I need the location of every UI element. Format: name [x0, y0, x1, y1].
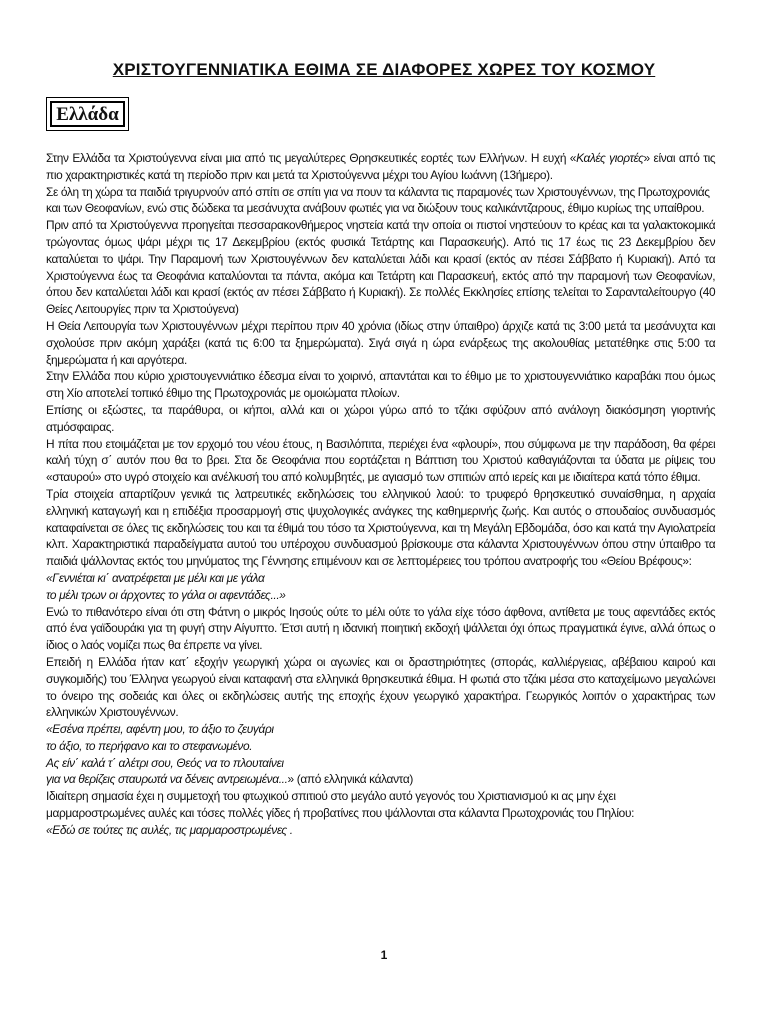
paragraph-2: Σε όλη τη χώρα τα παιδιά τριγυρνούν από σπίτι σε σπίτι για να πουν τα κάλαντα τις παραμονές των Χριστουγέννων, της Πρωτοχρονιάς και των Θεοφανίων, ενώ στις δώδεκα τα μεσάνυχτα ανάβουν φωτιές για να διώξουν τους καλικάντζαρους, έθιμο κυρίως της υπαίθρου.	[46, 184, 710, 216]
page-number: 1	[380, 948, 388, 962]
document-title: ΧΡΙΣΤΟΥΓΕΝΝΙΑΤΙΚΑ ΕΘΙΜΑ ΣΕ ΔΙΑΦΟΡΕΣ ΧΩΡΕΣ ΤΟΥ ΚΟΣΜΟΥ	[112, 60, 656, 79]
paragraph-5: Στην Ελλάδα που κύριο χριστουγεννιάτικο έδεσμα είναι το χοιρινό, απαντάται και το έθιμο με το χριστουγεννιάτικο καραβάκι που όμως στη Χίο αποτελεί τοπικό έθιμο της Πρωτοχρονιάς με ομοιώματα πλοίων.	[46, 369, 716, 401]
section-heading: Ελλάδα	[50, 101, 125, 127]
quote-line-with-source: για να θερίζεις σταυρωτά να δένεις αντρειωμένα...» (από ελληνικά κάλαντα)	[46, 772, 413, 787]
quote-line: το άξιο, το περήφανο και το στεφανωμένο.	[46, 738, 253, 753]
paragraph-3: Πριν από τα Χριστούγεννα προηγείται πεσσαρακονθήμερος νηστεία κατά την οποία οι πιστοί νηστεύουν το κρέας και τα γαλακτοκομικά τρώγοντας όμως ψάρι μέχρι τις 17 Δεκεμβρίου (εκτός φυσικά Τετάρτης και Παρασκευής). Από τις 17 έως τις 23 Δεκεμβρίου δεν καταλύεται το ψάρι. Την Παραμονή των Χριστουγέννων δεν καταλύεται λάδι και κρασί (εκτός αν πέσει Σάββατο ή Κυριακή). Από τα Χριστούγεννα έως τα Θεοφάνια καταλύονται τα πάντα, ακόμα και Τετάρτη και Παρασκευή, εκτός από την παραμονή των Θεοφανίων, όπου δεν καταλύεται λάδι και κρασί (εκτός αν πέσει Σάββατο ή Κυριακή). Σε πολλές Εκκλησίες επίσης τελείται το Σαρανταλείτουργο (40 Θείες Λειτουργίες πριν τα Χριστούγενα)	[46, 218, 716, 317]
paragraph-8: Τρία στοιχεία απαρτίζουν γενικά τις λατρευτικές εκδηλώσεις του ελληνικού λαού: το τρυφερό θρησκευτικό συναίσθημα, η αρχαία ελληνική καταγωγή και η επιδέξια προσαρμογή στις ψυχολογικές ανάγκες της καθημερινής ζωής. Και αυτός ο σπουδαίος συνδυασμός καταφαίνεται σε όλες τις εκδηλώσεις του και τα έθιμά του τόσο τα Χριστούγεννα, και τη Μεγάλη Εβδομάδα, όσο και κατά την Αγιολατρεία κλπ. Χαρακτηριστικά παραδείγματα αυτού του υπέροχου συνδυασμού βρίσκουμε στα κάλαντα Χριστουγέννων όπου στην ύπαιθρο τα παιδιά ψάλλοντας εκτός του μηνύματος της Γέννησης επιμένουν και σε λεπτομέρειες του τρόπου ανατροφής του «Θείου Βρέφους»:	[46, 486, 716, 569]
quote-line: Ας είν΄ καλά τ΄ αλέτρι σου, Θεός να το πλουταίνει	[46, 755, 284, 770]
document-body	[46, 150, 715, 839]
section-heading-box	[46, 97, 129, 131]
quote-line: «Γεννιέται κι΄ ανατρέφεται με μέλι και με γάλα	[46, 570, 265, 585]
paragraph-4: Η Θεία Λειτουργία των Χριστουγέννων μέχρι περίπου πριν 40 χρόνια (ιδίως στην ύπαιθρο) άρχιζε κατά τις 3:00 μετά τα μεσάνυχτα και σχολούσε πριν ακόμη χαράξει (κατά τις 6:00 τα ξημερώματα). Σιγά σιγά η ώρα ενάρξεως της ακολουθίας μετατέθηκε στις 5:00 τα ξημερώματα ή και αργότερα.	[46, 318, 716, 367]
paragraph-1: Στην Ελλάδα τα Χριστούγεννα είναι μια από τις μεγαλύτερες Θρησκευτικές εορτές των Ελλήνων. Η ευχή «Καλές γιορτές» είναι από τις πιο χαρακτηριστικές κατά τη περίοδο πριν και μετά τα Χριστούγεννα μέχρι του Αγίου Ιωάννη (13ήμερο).	[46, 151, 716, 182]
paragraph-11: Ιδιαίτερη σημασία έχει η συμμετοχή του φτωχικού σπιτιού στο μεγάλο αυτό γεγονός του Χριστιανισμού κι ας μην έχει μαρμαροστρωμένες αυλές και τόσες πολλές γίδες ή προβατίνες που ψάλλονται στα κάλαντα Πρωτοχρονιάς του Πηλίου:	[46, 789, 635, 821]
paragraph-10: Επειδή η Ελλάδα ήταν κατ΄ εξοχήν γεωργική χώρα οι αγωνίες και οι δραστηριότητες (σποράς, καλλιέργειας, αβέβαιου καιρού και συγκομιδής) του Έλληνα γεωργού είναι καταφανή στα ελληνικά θρησκευτικά έθιμα. Η φωτιά στο τζάκι μέσα στο καταχείμωνο μεγαλώνει το όνειρο της σοδειάς και όλες οι εκδηλώσεις αυτής της εποχής έχουν γεωργικό χαρακτήρα. Γεωργικός λοιπόν ο χαρακτήρας των ελληνικών Χριστουγέννων.	[46, 654, 716, 720]
paragraph-9: Ενώ το πιθανότερο είναι ότι στη Φάτνη ο μικρός Ιησούς ούτε το μέλι ούτε το γάλα είχε τόσο άφθονα, αντίθετα με τους αφεντάδες εκτός από ένα γαϊδουράκι για τη φυγή στην Αίγυπτο. Έτσι αυτή η ιδανική ποιητική εκδοχή ψάλλεται όχι όπως πραγματικά έγινε, αλλά όπως ο ίδιος ο λαός νομίζει πως θα έπρεπε να γίνει.	[46, 604, 716, 653]
paragraph-6: Επίσης οι εξώστες, τα παράθυρα, οι κήποι, αλλά και οι χώροι γύρω από το τζάκι σφύζουν από ανάλογη διακόσμηση γιορτινής ατμόσφαιρας.	[46, 402, 716, 434]
quote-line: το μέλι τρων οι άρχοντες το γάλα οι αφεντάδες...»	[46, 587, 286, 602]
quote-line: «Εδώ σε τούτες τις αυλές, τις μαρμαροστρωμένες .	[46, 822, 293, 837]
paragraph-7: Η πίτα που ετοιμάζεται με τον ερχομό του νέου έτους, η Βασιλόπιτα, περιέχει ένα «φλουρί», που σύμφωνα με την παράδοση, θα φέρει καλή τύχη σ΄ αυτόν που θα το βρει. Στα δε Θεοφάνια που εορτάζεται η Βάπτιση του Χριστού καθαγιάζονται τα ύδατα με ρίψεις του «σταυρού» στο υγρό στοιχείο και ανέλκυσή του από κολυμβητές, με αγιασμό των σπιτιών από ιερείς και με ιδιαίτερα κατά τόπο έθιμα.	[46, 436, 716, 485]
quote-line: «Εσένα πρέπει, αφέντη μου, το άξιο το ζευγάρι	[46, 722, 274, 737]
